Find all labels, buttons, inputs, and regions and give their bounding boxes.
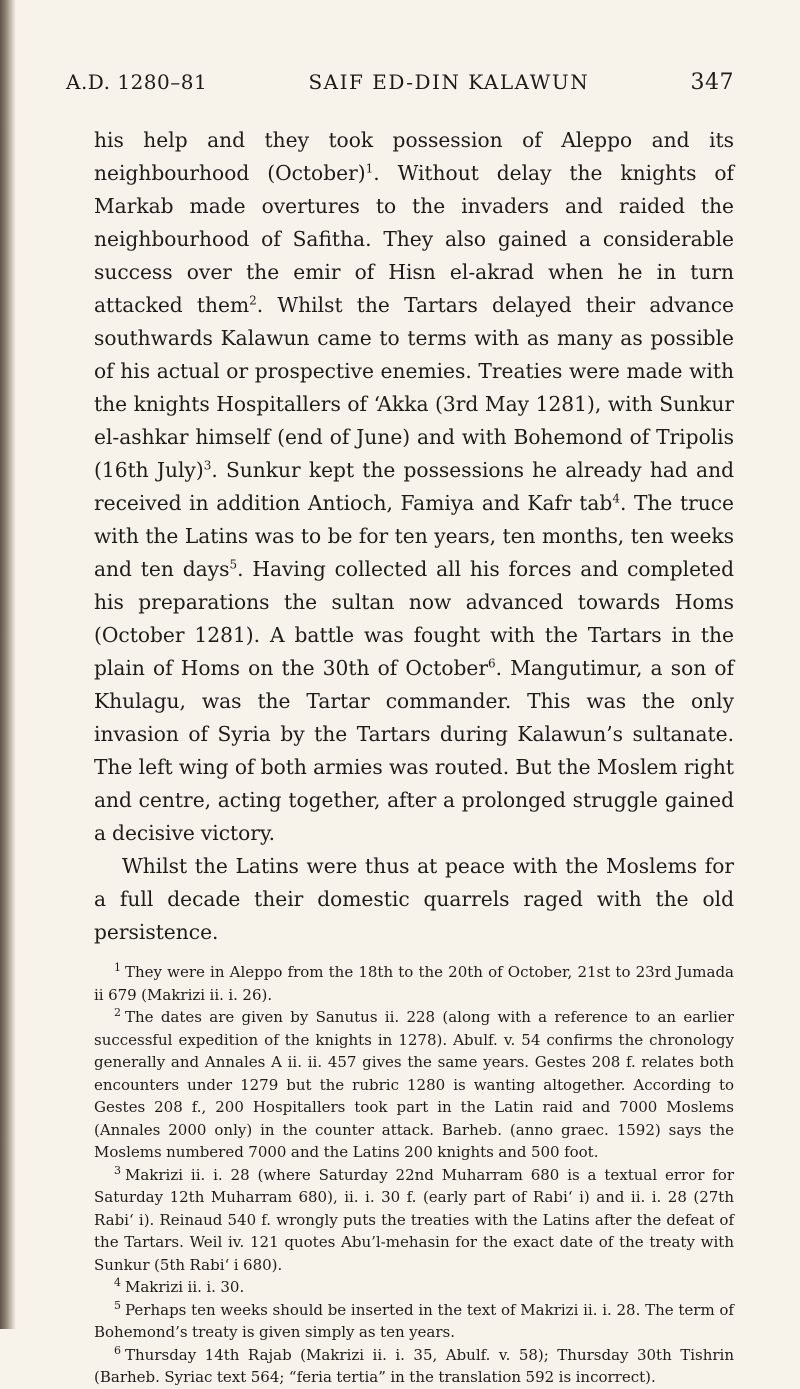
- footnote-text: Perhaps ten weeks should be inserted in the text of Makrizi ii. i. 28. The term of Bohemond’s treaty is given simply as ten years.: [94, 1300, 734, 1341]
- footnote-text: The dates are given by Sanutus ii. 228 (along with a reference to an earlier successful expedition of the knights in 1278). Abulf. v. 54 confirms the chronology generally and Annales A ii. ii. 457 gives the same years. Gestes 208 f. relates both encounters under 1279 but the rubric 1280 is wanting altogether. According to Gestes 208 f., 200 Hospitallers took part in the Latin raid and 7000 Moslems (Annales 2000 only) in the counter attack. Barheb. (anno graec. 1592) says the Moslems numbered 7000 and the Latins 200 knights and 500 foot.: [94, 1008, 734, 1161]
- body-paragraph: [94, 850, 734, 949]
- footnote-number: 2: [114, 1006, 121, 1019]
- footnote-number: 4: [114, 1276, 121, 1289]
- footnote-text: They were in Aleppo from the 18th to the 20th of October, 21st to 23rd Jumada ii 679 (Makrizi ii. i. 26).: [94, 963, 734, 1004]
- paragraph-text: . Whilst the Tartars delayed their advance southwards Kalawun came to terms with as many as possible of his actual or prospective enemies. Treaties were made with the knights Hospitallers of ‘Akka (3rd May 1281), with Sunkur el-ashkar himself (end of June) and with Bohemond of Tripolis (16th July): [94, 293, 734, 482]
- page-number: 347: [690, 70, 734, 95]
- footnote-number: 3: [114, 1163, 121, 1177]
- paragraph-text: . Mangutimur, a son of Khulagu, was the Tartar commander. This was the only invasion of Syria by the Tartars during Kalawun’s sultanate. The left wing of both armies was routed. But the Moslem right and centre, acting together, after a prolonged struggle gained a decisive victory.: [94, 656, 734, 845]
- footnote-number: 5: [114, 1298, 121, 1312]
- running-head-date: A.D. 1280–81: [66, 70, 208, 94]
- book-spine-shadow: [0, 0, 16, 1329]
- footnote-number: 6: [114, 1343, 121, 1357]
- footnote: [94, 961, 734, 1006]
- paragraph-text: . Without delay the knights of Markab made overtures to the invaders and raided the neighbourhood of Safitha. They also gained a considerable success over the emir of Hisn el-akrad when he in turn attacked them: [94, 161, 735, 317]
- footnote: [94, 1344, 734, 1389]
- footnote-reference: 1: [365, 161, 374, 176]
- footnotes: [66, 961, 734, 1389]
- footnote-text: Makrizi ii. i. 28 (where Saturday 22nd Muharram 680 is a textual error for Saturday 12th Muharram 680), ii. i. 30 f. (early part of Rabi‘ i) and ii. i. 28 (27th Rabi‘ i). Reinaud 540 f. wrongly puts the treaties with the Latins after the defeat of the Tartars. Weil iv. 121 quotes Abu’l-mehasin for the exact date of the treaty with Sunkur (5th Rabi‘ i 680).: [94, 1165, 734, 1274]
- footnote-reference: 5: [229, 557, 238, 572]
- paragraph-text: Whilst the Latins were thus at peace with the Moslems for a full decade their domestic quarrels raged with the old persistence.: [94, 854, 734, 944]
- footnote-number: 1: [114, 961, 121, 974]
- running-head-title: SAIF ED-DIN KALAWUN: [308, 70, 590, 94]
- book-page: [66, 70, 734, 1389]
- footnote-reference: 4: [612, 491, 620, 506]
- paragraph-text: . The truce with the Latins was to be for ten years, ten months, ten weeks and ten days: [94, 491, 734, 581]
- running-head: [66, 70, 734, 106]
- paragraph-text: . Having collected all his forces and completed his preparations the sultan now advanced towards Homs (October 1281). A battle was fought with the Tartars in the plain of Homs on the 30th of October: [94, 557, 734, 680]
- paragraph-text: his help and they took possession of Aleppo and its neighbourhood (October): [94, 128, 734, 185]
- footnote: [94, 1299, 734, 1344]
- footnote: [94, 1164, 734, 1277]
- footnote-reference: 2: [249, 293, 257, 308]
- footnote-reference: 6: [488, 656, 496, 671]
- body-text: [66, 124, 734, 949]
- footnote-reference: 3: [203, 458, 212, 473]
- paragraph-text: . Sunkur kept the possessions he already had and received in addition Antioch, Famiya and Kafr tab: [94, 458, 734, 515]
- body-paragraph: [94, 124, 734, 850]
- footnote-text: Makrizi ii. i. 30.: [125, 1278, 245, 1296]
- footnote-text: Thursday 14th Rajab (Makrizi ii. i. 35, Abulf. v. 58); Thursday 30th Tishrin (Barheb. Syriac text 564; “feria tertia” in the translation 592 is incorrect).: [94, 1345, 734, 1386]
- footnote: [94, 1276, 734, 1299]
- footnote: [94, 1006, 734, 1164]
